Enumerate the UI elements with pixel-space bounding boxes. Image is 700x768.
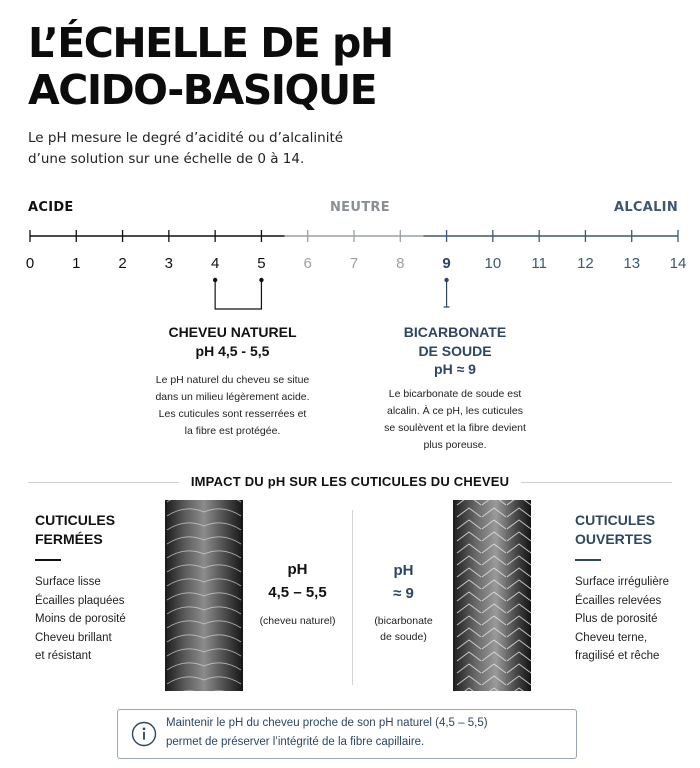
scale-tick-label: 3 — [164, 255, 174, 272]
list-item: Moins de porosité — [35, 613, 126, 625]
closed-ph-note: (cheveu naturel) — [259, 615, 336, 627]
closed-title-line-2: FERMÉES — [35, 531, 103, 547]
scale-tick-label: 7 — [349, 255, 359, 272]
bicarbonate-ph: pH ≈ 9 — [434, 361, 476, 377]
page-title — [28, 20, 393, 114]
scale-tick-label: 11 — [531, 255, 547, 272]
scale-tick-label: 13 — [623, 255, 641, 272]
list-item: Cheveu terne, — [575, 631, 648, 644]
list-item: et résistant — [35, 650, 92, 662]
scale-tick-label: 2 — [118, 255, 127, 272]
bicarbonate-title — [360, 323, 550, 361]
scale-markers — [213, 278, 450, 309]
list-item: fragilisé et rêche — [575, 650, 660, 662]
open-note-line-1: (bicarbonate — [374, 615, 433, 627]
page-title-line-1: L’ÉCHELLE DE pH — [28, 19, 393, 67]
list-item: Surface irrégulière — [575, 576, 669, 588]
natural-hair-title: CHEVEU NATUREL — [168, 324, 297, 340]
bicarbonate-desc-line: Le bicarbonate de soude est — [388, 388, 522, 400]
scale-label-acid: ACIDE — [28, 200, 74, 215]
natural-desc-line: Les cuticules sont resserrées et — [158, 408, 307, 420]
open-title-line-2: OUVERTES — [575, 531, 653, 547]
natural-desc-line: la fibre est protégée. — [184, 425, 281, 437]
bicarbonate-desc-line: se soulèvent et la fibre devient — [384, 422, 526, 434]
scale-label-alkaline: ALCALIN — [613, 200, 678, 215]
open-ph-label: pH — [393, 562, 414, 579]
subtitle-line-2: d’une solution sur une échelle de 0 à 14. — [28, 151, 305, 167]
natural-range-bracket — [215, 280, 261, 309]
open-title-rule — [575, 559, 601, 561]
page-subtitle — [28, 128, 368, 170]
scale-tick-labels — [26, 255, 687, 272]
closed-title-rule — [35, 559, 61, 561]
impact-section-title — [0, 474, 700, 489]
natural-hair-description — [140, 372, 325, 440]
open-cuticle-fiber-image — [453, 500, 531, 691]
natural-desc-line: Le pH naturel du cheveu se situe — [155, 374, 310, 386]
scale-tick-label: 5 — [257, 255, 266, 272]
closed-cuticle-fiber-image — [165, 500, 243, 691]
scale-tick-label: 0 — [25, 255, 35, 272]
scale-tick-label: 8 — [396, 255, 405, 272]
open-note-line-2: de soude) — [380, 631, 427, 643]
list-item: Plus de porosité — [575, 613, 658, 625]
open-cuticles-list — [575, 573, 695, 666]
open-cuticles-title — [575, 511, 655, 549]
info-icon — [130, 720, 158, 748]
info-line-2: permet de préserver l’intégrité de la fibre capillaire. — [166, 736, 425, 748]
center-divider — [352, 510, 353, 685]
info-line-1: Maintenir le pH du cheveu proche de son pH naturel (4,5 – 5,5) — [166, 717, 488, 729]
open-title-line-1: CUTICULES — [575, 512, 656, 528]
scale-tick-label: 9 — [442, 255, 451, 272]
closed-cuticles-list — [35, 573, 160, 666]
open-ph-note — [356, 613, 451, 645]
list-item: Surface lisse — [35, 576, 101, 588]
impact-title-text: IMPACT DU pH SUR LES CUTICULES DU CHEVEU — [179, 474, 521, 489]
closed-ph-label: pH — [287, 561, 308, 578]
natural-desc-line: dans un milieu légèrement acide. — [155, 391, 310, 403]
bicarbonate-title-line-2: DE SOUDE — [418, 343, 492, 359]
ph-scale — [0, 222, 700, 322]
bicarbonate-desc-line: alcalin. À ce pH, les cuticules — [387, 405, 523, 417]
scale-tick-label: 1 — [72, 255, 81, 272]
subtitle-line-1: Le pH mesure le degré d’acidité ou d’alcalinité — [28, 130, 344, 146]
scale-tick-label: 10 — [484, 255, 502, 272]
list-item: Écailles relevées — [575, 594, 662, 607]
open-ph-value: ≈ 9 — [393, 585, 414, 602]
bicarbonate-title-line-1: BICARBONATE — [403, 324, 507, 340]
bicarbonate-desc-line: plus poreuse. — [423, 439, 487, 451]
scale-label-neutral: NEUTRE — [330, 200, 390, 215]
closed-title-line-1: CUTICULES — [35, 512, 116, 528]
page-title-line-2: ACIDO-BASIQUE — [28, 66, 377, 114]
scale-tick-label: 12 — [577, 255, 594, 272]
scale-tick-label: 6 — [303, 255, 312, 272]
natural-hair-ph: pH 4,5 - 5,5 — [195, 343, 270, 359]
list-item: Cheveu brillant — [35, 631, 112, 644]
closed-ph-value: 4,5 – 5,5 — [268, 584, 327, 601]
scale-tick-label: 4 — [210, 255, 220, 272]
closed-cuticles-title — [35, 511, 115, 549]
list-item: Écailles plaquées — [35, 594, 125, 607]
bicarbonate-description — [360, 386, 550, 454]
scale-tick-label: 14 — [669, 255, 687, 272]
info-text — [166, 714, 571, 752]
